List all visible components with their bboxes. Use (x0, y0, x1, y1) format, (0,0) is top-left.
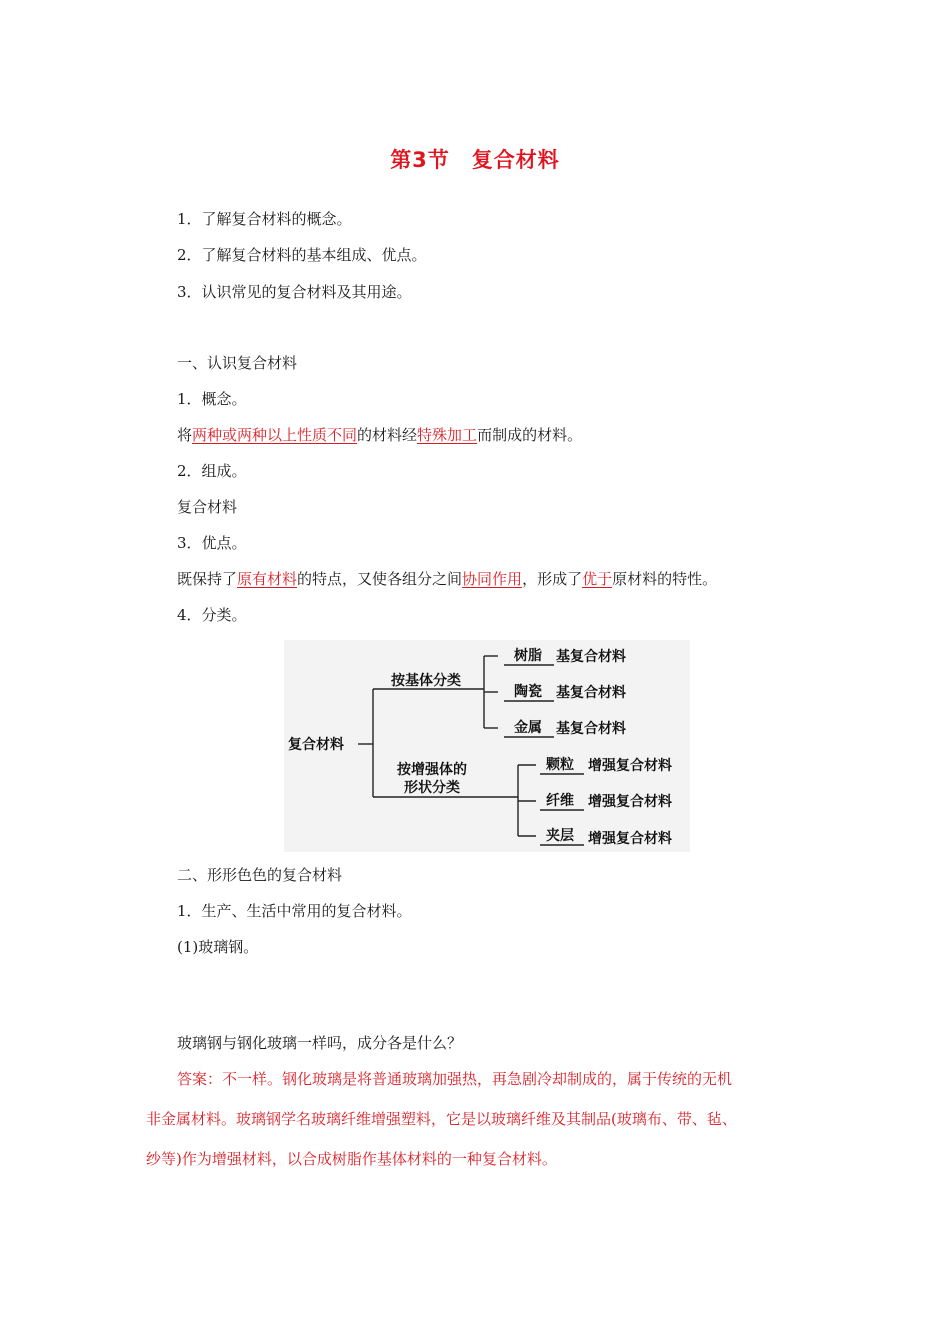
advantages-part: ，形成了 (522, 570, 583, 588)
section2-sub1a: (1)玻璃钢。 (177, 938, 259, 956)
objective-3: 3．认识常见的复合材料及其用途。 (177, 283, 412, 301)
page-title: 第3节 复合材料 (390, 148, 560, 172)
leaf-suffix: 增强复合材料 (588, 831, 672, 847)
answer-line-3: 纱等)作为增强材料，以合成树脂作基体材料的一种复合材料。 (146, 1150, 557, 1168)
leaf-suffix: 增强复合材料 (588, 758, 672, 774)
section2-heading: 二、形形色色的复合材料 (177, 866, 343, 884)
tree-root: 复合材料 (288, 737, 344, 753)
leaf-suffix: 基复合材料 (556, 649, 626, 665)
composition-text: 复合材料 (177, 498, 238, 516)
concept-part: 将 (177, 426, 193, 444)
classification-tree (284, 640, 690, 852)
advantages-heading: 3．优点。 (177, 534, 247, 552)
leaf-blank: 夹层 (546, 828, 574, 844)
classification-heading: 4．分类。 (177, 606, 247, 624)
advantages-blank-2: 协同作用 (462, 570, 523, 588)
advantages-blank-3: 优于 (582, 570, 613, 588)
leaf-suffix: 增强复合材料 (588, 794, 672, 810)
answer-text-1: 不一样。钢化玻璃是将普通玻璃加强热，再急剧冷却制成的，属于传统的无机 (222, 1070, 733, 1088)
leaf-suffix: 基复合材料 (556, 685, 626, 701)
classification-diagram (284, 640, 690, 852)
concept-blank-1: 两种或两种以上性质不同 (192, 426, 358, 444)
objective-2: 2．了解复合材料的基本组成、优点。 (177, 246, 427, 264)
tree-branch-matrix: 按基体分类 (391, 673, 461, 689)
concept-blank-2: 特殊加工 (417, 426, 478, 444)
answer-line-1 (177, 1068, 732, 1090)
question: 玻璃钢与钢化玻璃一样吗，成分各是什么？ (177, 1034, 463, 1052)
concept-part: 而制成的材料。 (477, 426, 583, 444)
leaf-blank: 金属 (514, 720, 542, 736)
advantages-part: 既保持了 (177, 570, 238, 588)
advantages-blank-1: 原有材料 (237, 570, 298, 588)
concept-heading: 1．概念。 (177, 390, 247, 408)
section2-sub1: 1．生产、生活中常用的复合材料。 (177, 902, 412, 920)
concept-text (177, 424, 582, 446)
objective-1: 1．了解复合材料的概念。 (177, 210, 352, 228)
advantages-part: 原材料的特性。 (612, 570, 718, 588)
section1-heading: 一、认识复合材料 (177, 354, 298, 372)
answer-label: 答案： (177, 1070, 223, 1088)
tree-branch-shape-line1: 按增强体的 (397, 762, 467, 778)
leaf-suffix: 基复合材料 (556, 721, 626, 737)
leaf-blank: 纤维 (546, 793, 574, 809)
leaf-blank: 陶瓷 (514, 684, 542, 700)
leaf-blank: 树脂 (514, 648, 542, 664)
leaf-blank: 颗粒 (546, 757, 574, 773)
composition-heading: 2．组成。 (177, 462, 247, 480)
tree-branch-shape-line2: 形状分类 (404, 780, 460, 796)
concept-part: 的材料经 (357, 426, 418, 444)
advantages-part: 的特点，又使各组分之间 (297, 570, 463, 588)
advantages-text (177, 568, 717, 590)
answer-line-2: 非金属材料。玻璃钢学名玻璃纤维增强塑料，它是以玻璃纤维及其制品(玻璃布、带、毡、 (146, 1110, 737, 1128)
